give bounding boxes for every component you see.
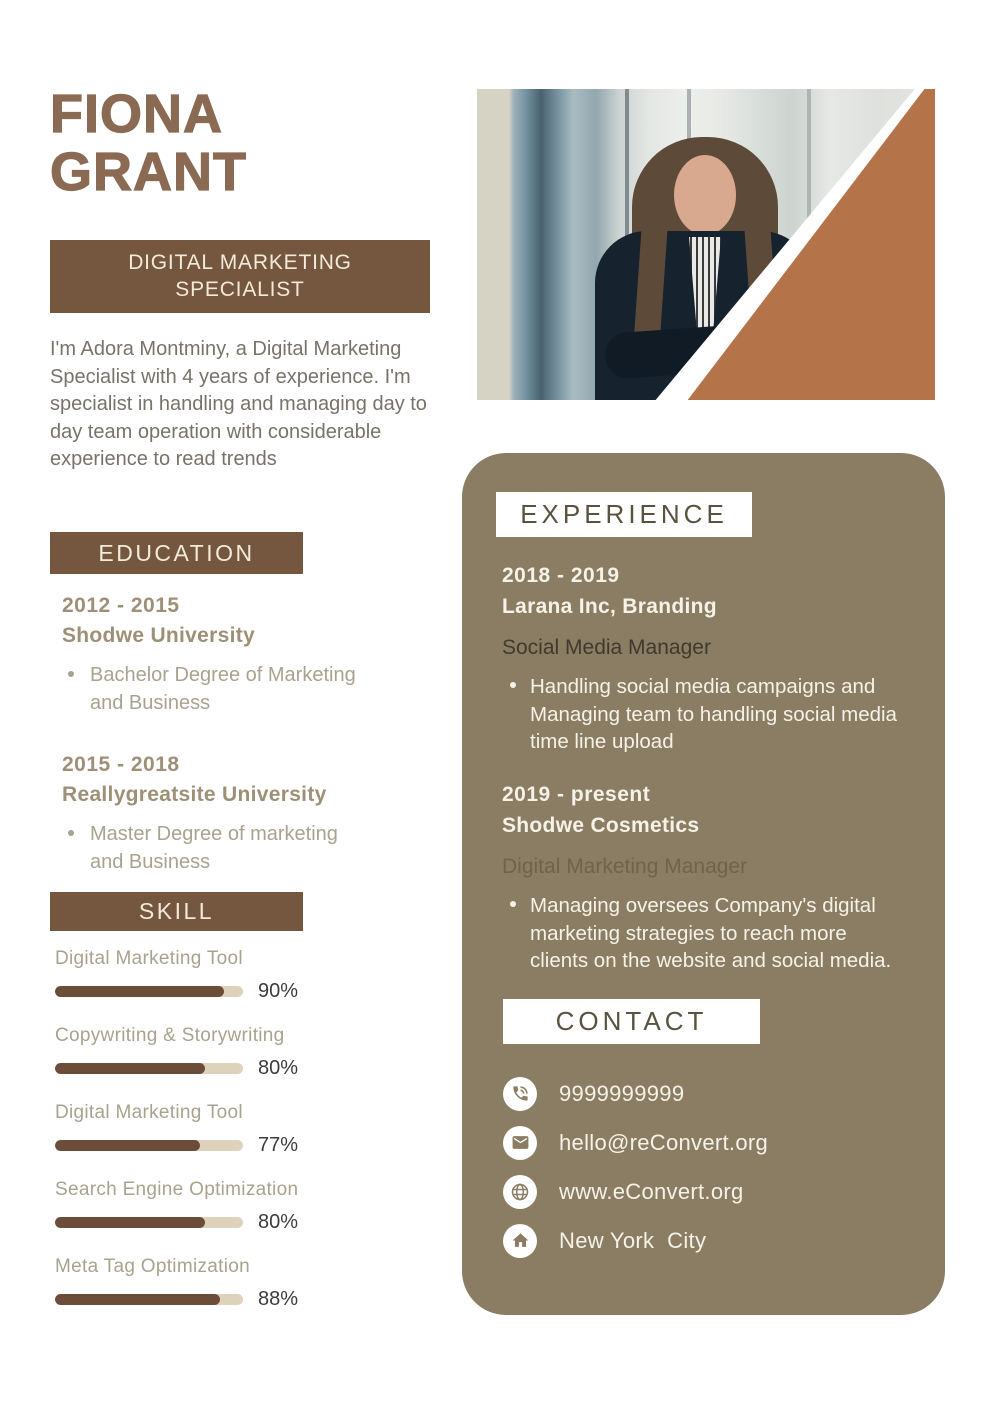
skill-item	[55, 1179, 395, 1234]
skill-label: Meta Tag Optimization	[55, 1256, 250, 1277]
home-icon	[503, 1224, 537, 1258]
skill-bar-fill	[55, 1294, 220, 1305]
bullet-icon	[510, 901, 516, 907]
skill-bar-fill	[55, 1140, 200, 1151]
education-detail	[62, 662, 362, 717]
contact-heading: CONTACT	[503, 999, 760, 1044]
experience-detail	[502, 673, 909, 756]
education-item	[62, 594, 402, 717]
contact-row	[503, 1076, 945, 1111]
skill-item	[55, 1025, 395, 1080]
contact-value: hello@reConvert.org	[559, 1129, 769, 1155]
skill-list	[55, 948, 395, 1333]
skill-bar-track	[55, 1294, 243, 1305]
portrait-photo	[477, 89, 935, 400]
skill-bar-fill	[55, 986, 224, 997]
contact-row	[503, 1125, 945, 1160]
education-years: 2015 - 2018	[62, 753, 180, 777]
experience-detail-text: Handling social media campaigns and Managing team to handling social media time line upload	[530, 675, 897, 754]
skill-label: Copywriting & Storywriting	[55, 1025, 285, 1046]
skill-item	[55, 1102, 395, 1157]
experience-heading: EXPERIENCE	[496, 492, 752, 537]
skill-bar-track	[55, 1063, 243, 1074]
contact-row	[503, 1223, 945, 1258]
skill-bar-row	[55, 1134, 395, 1157]
experience-role: Social Media Manager	[502, 636, 711, 659]
job-title-banner	[50, 240, 430, 313]
bullet-icon	[510, 682, 516, 688]
skill-percent: 88%	[258, 1288, 299, 1310]
job-title-line2: SPECIALIST	[175, 277, 305, 301]
skill-heading: SKILL	[50, 892, 303, 931]
job-title-line1: DIGITAL MARKETING	[128, 251, 352, 275]
experience-item	[502, 564, 909, 756]
mail-icon	[503, 1126, 537, 1160]
education-heading: EDUCATION	[50, 532, 303, 574]
experience-list	[462, 564, 945, 975]
skill-bar-track	[55, 1140, 243, 1151]
education-detail-text: Bachelor Degree of Marketing and Business	[90, 664, 356, 714]
education-list	[62, 594, 402, 912]
contact-value: 9999999999	[559, 1080, 685, 1106]
person-name-line2: GRANT	[50, 141, 247, 202]
skill-item	[55, 1256, 395, 1311]
experience-years: 2019 - present	[502, 783, 651, 807]
experience-role: Digital Marketing Manager	[502, 855, 748, 879]
experience-detail	[502, 892, 909, 975]
experience-company: Larana Inc, Branding	[502, 595, 717, 618]
education-detail	[62, 821, 362, 876]
skill-bar-row	[55, 1211, 395, 1234]
skill-bar-row	[55, 1057, 395, 1080]
education-school: Reallygreatsite University	[62, 783, 327, 807]
person-name	[50, 86, 247, 202]
contact-row	[503, 1174, 945, 1209]
skill-bar-track	[55, 1217, 243, 1228]
skill-percent: 80%	[258, 1211, 299, 1233]
skill-bar-row	[55, 980, 395, 1003]
globe-icon	[503, 1175, 537, 1209]
experience-company: Shodwe Cosmetics	[502, 814, 700, 838]
education-years: 2012 - 2015	[62, 594, 180, 617]
skill-bar-fill	[55, 1217, 205, 1228]
skill-label: Search Engine Optimization	[55, 1179, 299, 1200]
skill-item	[55, 948, 395, 1003]
skill-bar-row	[55, 1288, 395, 1311]
contact-value: New York City	[559, 1227, 707, 1253]
experience-contact-panel	[462, 453, 945, 1315]
education-detail-text: Master Degree of marketing and Business	[90, 823, 338, 873]
skill-percent: 90%	[258, 980, 299, 1002]
person-name-line1: FIONA	[50, 84, 223, 144]
skill-bar-track	[55, 986, 243, 997]
skill-bar-fill	[55, 1063, 205, 1074]
experience-detail-text: Managing oversees Company's digital marketing strategies to reach more clients on the website and social media.	[530, 894, 892, 973]
education-item	[62, 753, 402, 876]
bullet-icon	[68, 830, 74, 836]
skill-label: Digital Marketing Tool	[55, 948, 243, 969]
contact-list	[462, 1044, 945, 1258]
portrait-face	[674, 155, 736, 235]
skill-percent: 77%	[258, 1134, 299, 1156]
experience-item	[502, 783, 909, 975]
bullet-icon	[68, 671, 74, 677]
phone-icon	[503, 1077, 537, 1111]
experience-years: 2018 - 2019	[502, 564, 620, 587]
skill-label: Digital Marketing Tool	[55, 1102, 243, 1123]
skill-percent: 80%	[258, 1057, 299, 1079]
education-school: Shodwe University	[62, 624, 255, 647]
contact-value: www.eConvert.org	[559, 1178, 744, 1204]
intro-paragraph: I'm Adora Montminy, a Digital Marketing Specialist with 4 years of experience. I'm specialist in handling and managing day to day team operation with considerable experience to read trends	[50, 338, 427, 471]
